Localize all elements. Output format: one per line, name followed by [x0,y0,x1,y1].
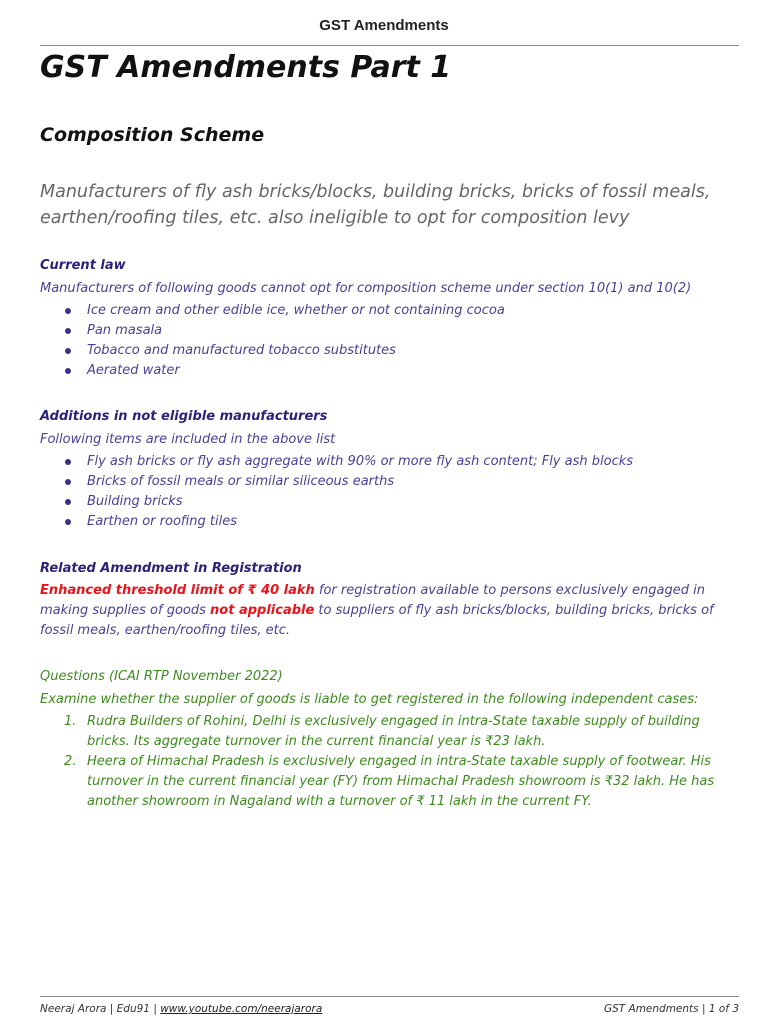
bullet-icon [65,459,71,465]
bullet-icon [65,308,71,314]
footer-page-label: GST Amendments | 1 of 3 [603,1003,739,1015]
footer-divider [40,996,739,997]
current-law-heading: Current law [40,258,126,273]
question-number: 1. [64,714,77,729]
questions-heading: Questions (ICAI RTP November 2022) [40,669,283,684]
footer-author: Neeraj Arora | Edu91 | [40,1003,161,1015]
additions-list [40,452,740,532]
current-law-section [40,256,740,381]
list-item: Tobacco and manufactured tobacco substitutes [65,341,740,361]
list-item: Fly ash bricks or fly ash aggregate with 90% or more fly ash content; Fly ash blocks [65,452,740,472]
not-applicable-highlight: not applicable [210,603,315,618]
bullet-icon [65,348,71,354]
additions-heading: Additions in not eligible manufacturers [40,409,328,424]
page-footer [40,1003,739,1019]
list-item: Bricks of fossil meals or similar siliceous earths [65,472,740,492]
registration-section [40,559,740,641]
section-title: Composition Scheme [40,124,265,146]
bullet-icon [65,479,71,485]
bullet-icon [65,368,71,374]
registration-text-2: to suppliers of fly ash bricks/blocks, building bricks, bricks of fossil meals, earthen/roofing tiles, etc. [40,603,714,638]
threshold-highlight: Enhanced threshold limit of ₹ 40 lakh [40,583,315,598]
question-text: Rudra Builders of Rohini, Delhi is exclusively engaged in intra-State taxable supply of building bricks. Its aggregate turnover in the current financial year is ₹23 lakh. [87,714,700,749]
bullet-icon [65,328,71,334]
list-item: Earthen or roofing tiles [65,512,740,532]
additions-section [40,407,740,532]
question-item [40,752,740,812]
questions-section [40,667,740,812]
questions-intro: Examine whether the supplier of goods is liable to get registered in the following independent cases: [40,692,699,707]
running-header-title: GST Amendments [319,17,449,34]
list-item: Aerated water [65,361,740,381]
questions-list [40,712,740,812]
question-item [40,712,740,752]
bullet-icon [65,519,71,525]
page-title: GST Amendments Part 1 [40,50,452,85]
current-law-list [40,301,740,381]
list-item: Building bricks [65,492,740,512]
bullet-icon [65,499,71,505]
question-number: 2. [64,754,77,769]
registration-heading: Related Amendment in Registration [40,561,302,576]
list-item: Pan masala [65,321,740,341]
current-law-intro: Manufacturers of following goods cannot opt for composition scheme under section 10(1) and 10(2) [40,281,692,296]
additions-intro: Following items are included in the above list [40,432,336,447]
registration-text-1: for registration available to persons exclusively engaged in making supplies of goods [40,583,705,618]
youtube-link[interactable]: www.youtube.com/neerajarora [160,1003,323,1015]
lead-paragraph: Manufacturers of fly ash bricks/blocks, building bricks, bricks of fossil meals, earthen/roofing tiles, etc. also ineligible to opt for composition levy [40,182,711,228]
registration-paragraph [40,581,740,641]
header-divider [40,45,739,46]
list-item: Ice cream and other edible ice, whether or not containing cocoa [65,301,740,321]
question-text: Heera of Himachal Pradesh is exclusively engaged in intra-State taxable supply of footwear. His turnover in the current financial year (FY) from Himachal Pradesh showroom is ₹32 lakh. He has another showroom in Nagaland with a turnover of ₹ 11 lakh in the current FY. [87,754,715,809]
